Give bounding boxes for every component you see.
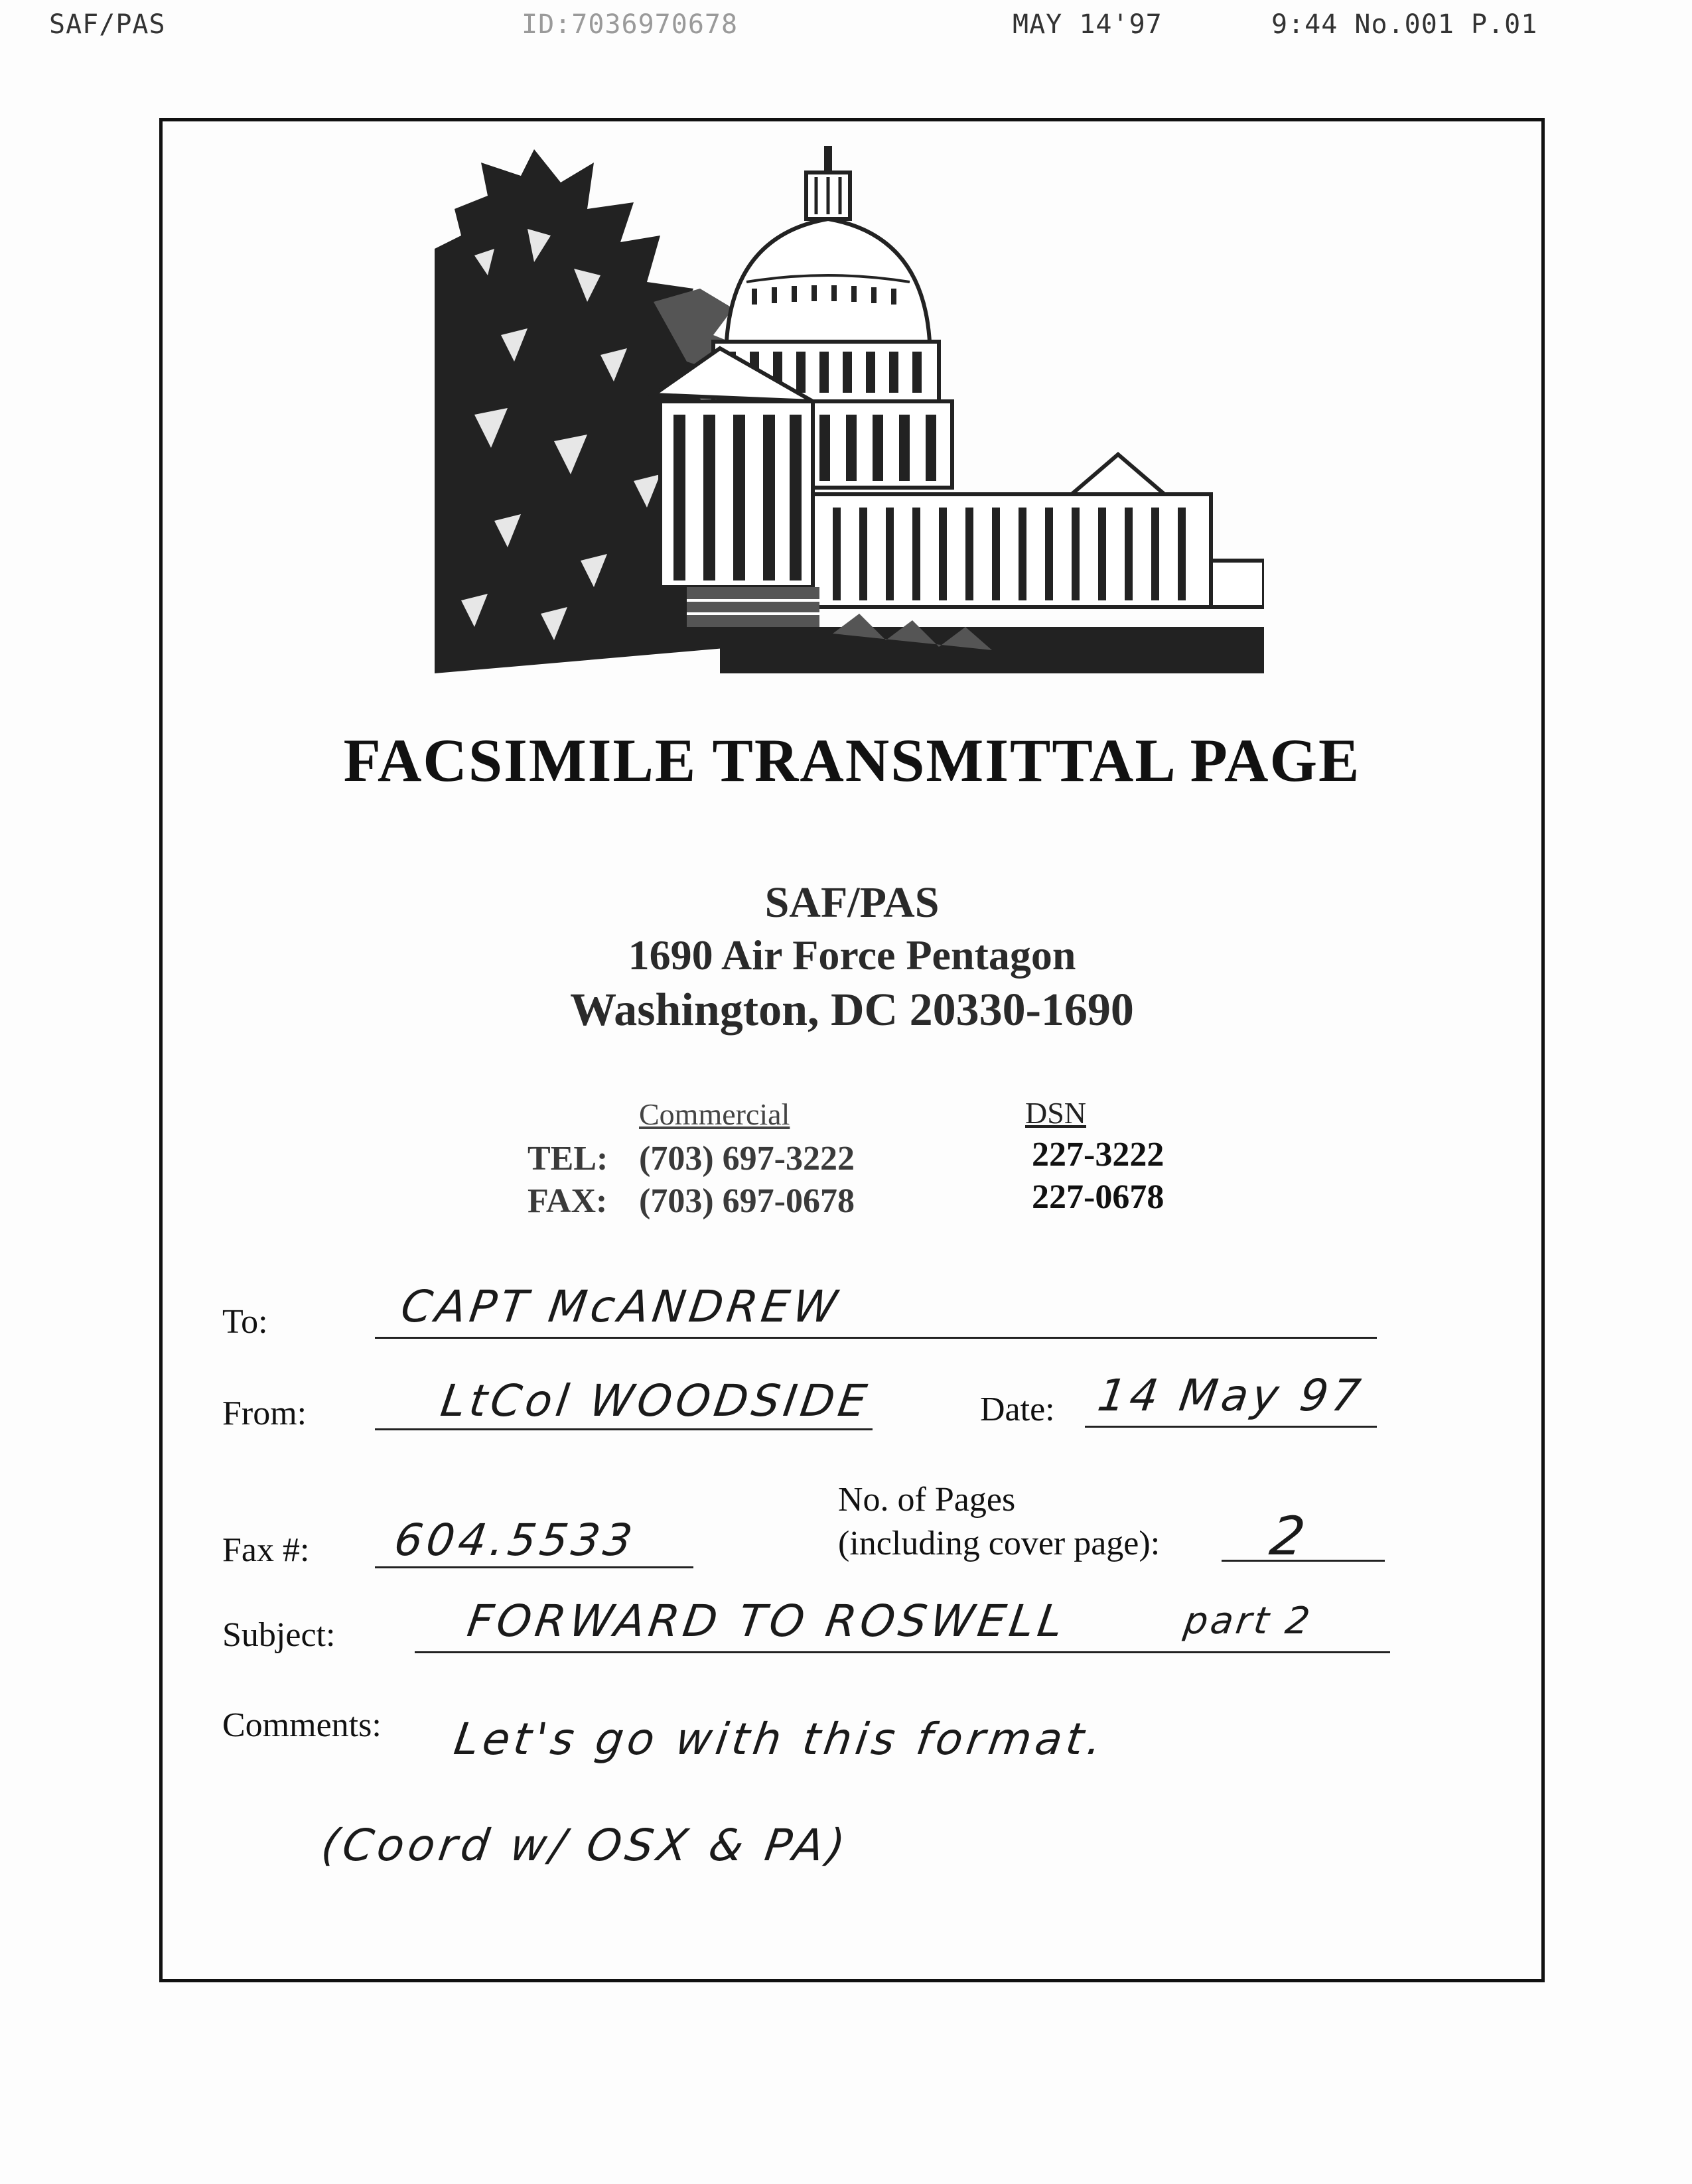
fax-number-value: 604.5533 [391,1515,640,1566]
fax-number-underline [375,1566,693,1568]
commercial-column-header: Commercial [639,1097,790,1131]
office-city: Washington, DC 20330-1690 [570,985,1134,1036]
fax-header-time-page: 9:44 No.001 P.01 [1271,9,1538,40]
to-underline [375,1337,1377,1339]
date-value: 14 May 97 [1094,1370,1368,1421]
fax-label: FAX: [528,1182,608,1220]
capitol-building-illustration [435,136,1264,673]
fax-commercial-number: (703) 697-0678 [639,1182,855,1220]
fax-header-id: ID:7036970678 [522,9,739,40]
comments-label: Comments: [222,1706,382,1744]
fax-number-label: Fax #: [222,1531,310,1569]
from-underline [375,1428,873,1430]
from-label: From: [222,1395,307,1432]
date-underline [1085,1426,1377,1428]
subject-underline [415,1651,1390,1653]
fax-dsn-number: 227-0678 [1032,1178,1164,1216]
pages-value: 2 [1266,1505,1313,1567]
tel-dsn-number: 227-3222 [1032,1136,1164,1174]
comments-line2: (Coord w/ OSX & PA) [318,1820,853,1871]
fax-header-sender: SAF/PAS [49,9,166,40]
page-title: FACSIMILE TRANSMITTAL PAGE [343,726,1361,794]
fax-header-date: MAY 14'97 [1013,9,1163,40]
office-name: SAF/PAS [764,878,940,927]
to-value: CAPT McANDREW [397,1281,845,1332]
subject-label: Subject: [222,1616,336,1654]
transmittal-frame [159,118,1545,1982]
subject-note: part 2 [1181,1600,1315,1643]
tel-commercial-number: (703) 697-3222 [639,1140,855,1178]
pages-label-line2: (including cover page): [838,1525,1161,1562]
office-street: 1690 Air Force Pentagon [628,931,1076,979]
from-value: LtCol WOODSIDE [437,1375,874,1426]
date-label: Date: [980,1391,1055,1428]
pages-label-line1: No. of Pages [838,1481,1016,1519]
comments-line1: Let's go with this format. [451,1714,1109,1765]
dsn-column-header: DSN [1025,1096,1087,1130]
to-label: To: [222,1303,268,1341]
tel-label: TEL: [528,1140,608,1178]
subject-value: FORWARD TO ROSWELL [464,1596,1070,1647]
